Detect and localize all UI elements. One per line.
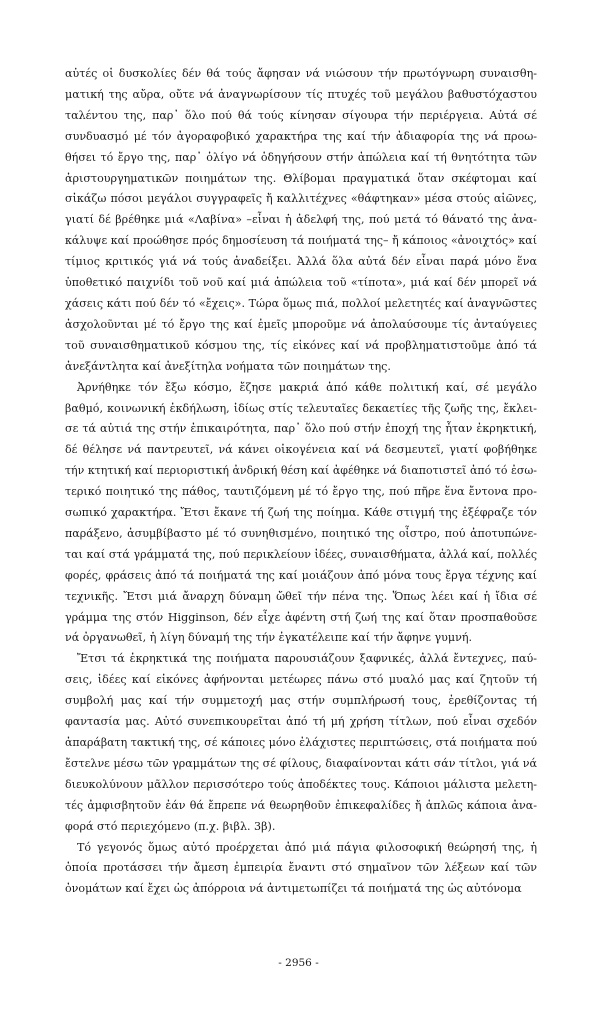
- text-line: νά ὀργανωθεῖ, ἡ λίγη δύναμή της τήν ἐγκατέλειπε καί τήν ἄφηνε γυμνή.: [65, 631, 473, 645]
- page-number: - 2956 -: [278, 957, 319, 969]
- text-line: συμβολή μας καί τήν συμμετοχή μας στήν συμπλήρωσή τους, ἐρεθίζοντας τή: [65, 694, 537, 708]
- text-line: ἀσχολοῦνται μέ τό ἔργο της καί ἐμεῖς μποροῦμε νά ἀπολαύσουμε τίς ἀνταύγειες: [65, 317, 537, 331]
- text-line: συνδυασμό μέ τόν ἀγοραφοβικό χαρακτήρα της καί τήν ἀδιαφορία της νά προω-: [65, 129, 537, 143]
- text-line: τές ἀμφισβητοῦν ἐάν θά ἔπρεπε νά θεωρηθοῦν ἐπικεφαλίδες ἤ ἁπλῶς κάποια ἀνα-: [65, 798, 537, 812]
- text-line: σε τά αὐτιά της στήν ἐπικαιρότητα, παρ᾽ ὅλο πού στήν ἐποχή της ἦταν ἐκρηκτική,: [65, 422, 537, 436]
- text-line: σἰκάζω πόσοι μεγάλοι συγγραφεῖς ἤ καλλιτέχνες «θάφτηκαν» μέσα στούς αἰῶνες,: [65, 192, 537, 206]
- text-line: διευκολύνουν μᾶλλον περισσότερο τούς ἀποδέκτες τους. Κάποιοι μάλιστα μελετη-: [65, 777, 537, 791]
- paragraph: [65, 649, 537, 837]
- text-line: γιατί δέ βρέθηκε μιά «Λαβίνα» –εἶναι ἡ ἀδελφή της, πού μετά τό θάνατό της ἀνα-: [65, 213, 537, 227]
- paragraph: [65, 64, 537, 378]
- text-line: θήσει τό ἔργο της, παρ᾽ ὀλίγο νά ὁδηγήσουν στήν ἀπώλεια καί τή θνητότητα τῶν: [65, 150, 537, 164]
- text-line: τεχνικῆς. Ἔτσι μιά ἄναρχη δύναμη ὤθεῖ τήν πένα της. Ὅπως λέει καί ἡ ἴδια σέ: [65, 589, 537, 603]
- text-line: σωπικό χαρακτήρα. Ἔτσι ἔκανε τή ζωή της ποίημα. Κάθε στιγμή της ἐξέφραζε τόν: [65, 506, 537, 520]
- text-line: φορές, φράσεις ἀπό τά ποιήματά της καί μοιάζουν ἀπό μόνα τους ἔργα τέχνης καί: [65, 568, 537, 582]
- text-line: ὀνομάτων καί ἔχει ὡς ἀπόρροια νά ἀντιμετωπίζει τά ποιήματά της ὡς αὐτόνομα: [65, 882, 522, 896]
- text-line: ματική της αὔρα, οὔτε νά ἀναγνωρίσουν τίς πτυχές τοῦ μεγάλου βαθυστόχαστου: [65, 87, 537, 101]
- text-line: ὑποθετικό παιχνίδι τοῦ νοῦ καί μιά ἀπώλεια τοῦ «τίποτα», μιά καί δέν μπορεῖ νά: [65, 276, 537, 290]
- text-line: ἔστελνε μέσω τῶν γραμμάτων της σέ φίλους, διαφαίνονται κάτι σάν τίτλοι, γιά νά: [65, 756, 537, 770]
- text-line: ἀριστουργηματικῶν ποιημάτων της. Θλίβομαι πραγματικά ὅταν σκέφτομαι καί: [65, 171, 537, 185]
- text-line: φαντασία μας. Αὐτό συνεπικουρεῖται ἀπό τή μή χρήση τίτλων, πού εἶναι σχεδόν: [65, 715, 537, 729]
- text-line: χάσεις κάτι πού δέν τό «ἔχεις». Τώρα ὅμως πιά, πολλοί μελετητές καί ἀναγνῶστες: [65, 296, 537, 310]
- text-line: ὁποία προτάσσει τήν ἄμεση ἐμπειρία ἔναντι στό σημαῖνον τῶν λέξεων καί τῶν: [65, 861, 537, 875]
- text-line: παράξενο, ἀσυμβίβαστο μέ τό συνηθισμένο, ποιητικό της οἶστρο, πού ἀποτυπώνε-: [65, 526, 537, 540]
- text-line: τήν κτητική καί περιοριστική ἀνδρική θέση καί ἀφέθηκε νά διαποτιστεῖ ἀπό τό ἐσω-: [65, 464, 537, 478]
- paragraph: [65, 838, 537, 901]
- text-line: τοῦ συναισθηματικοῦ κόσμου της, τίς εἰκόνες καί νά προβληματιστοῦμε ἀπό τά: [65, 338, 537, 352]
- paragraph: [65, 378, 537, 650]
- text-line: φορά στό περιεχόμενο (π.χ. βιβλ. 3β).: [65, 819, 276, 833]
- text-line: Τό γεγονός ὅμως αὐτό προέρχεται ἀπό μιά πάγια φιλοσοφική θεώρησή της, ἡ: [77, 840, 537, 854]
- text-line: ἀπαράβατη τακτική της, σέ κάποιες μόνο ἐλάχιστες περιπτώσεις, στά ποιήματα πού: [65, 736, 537, 749]
- body-text: [65, 64, 537, 900]
- text-line: δέ θέλησε νά παντρευτεῖ, νά κάνει οἰκογένεια καί νά δεσμευτεῖ, γιατί φοβήθηκε: [65, 443, 537, 457]
- text-line: Ἔτσι τά ἐκρηκτικά της ποιήματα παρουσιάζουν ξαφνικές, ἀλλά ἔντεχνες, παύ-: [77, 652, 537, 666]
- text-line: ταλέντου της, παρ᾽ ὅλο πού θά τούς κίνησαν σίγουρα τήν περιέργεια. Αὐτά σέ: [65, 108, 537, 122]
- text-line: τερικό ποιητικό της πάθος, ταυτιζόμενη μέ τό ἔργο της, πού πῆρε ἕνα ἔντονα προ-: [65, 485, 537, 499]
- text-line: κάλυψε καί προώθησε πρός δημοσίευση τά ποιήματά της– ἤ κάποιος «ἀνοιχτός» καί: [65, 234, 537, 248]
- text-line: Ἀρνήθηκε τόν ἔξω κόσμο, ἔζησε μακριά ἀπό κάθε πολιτική καί, σέ μεγάλο: [77, 380, 537, 394]
- text-line: τίμιος κριτικός γιά νά τούς ἀναδείξει. Ἀλλά ὅλα αὐτά δέν εἶναι παρά μόνο ἕνα: [65, 255, 537, 269]
- text-line: αὐτές οἱ δυσκολίες δέν θά τούς ἄφησαν νά νιώσουν τήν πρωτόγνωρη συναισθη-: [65, 67, 537, 80]
- text-line: σεις, ἰδέες καί εἰκόνες ἀφήνονται μετέωρες πάνω στό μυαλό μας καί ζητοῦν τή: [65, 673, 537, 687]
- text-line: γράμμα της στόν Higginson, δέν εἶχε ἀφέντη στή ζωή της καί ὅταν προσπαθοῦσε: [65, 610, 537, 624]
- text-line: βαθμό, κοινωνική ἐκδήλωση, ἰδίως στίς τελευταῖες δεκαετίες τῆς ζωῆς της, ἔκλει-: [65, 401, 537, 415]
- text-line: ἀνεξάντλητα καί ἀνεξίτηλα νοήματα τῶν ποιημάτων της.: [65, 359, 391, 373]
- text-line: ται καί στά γράμματά της, πού περικλείουν ἰδέες, συναισθήματα, ἀλλά καί, πολλές: [65, 547, 537, 561]
